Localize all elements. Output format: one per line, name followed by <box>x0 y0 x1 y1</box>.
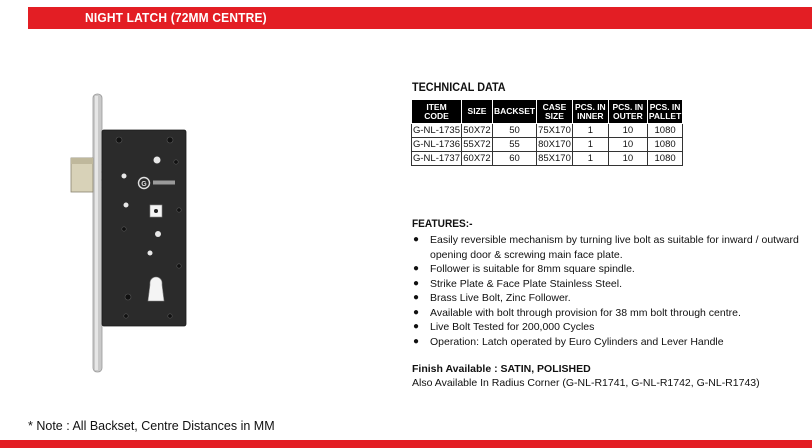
list-item: ● Operation: Latch operated by Euro Cylinders and Lever Handle <box>413 335 724 348</box>
cell-pcs-outer: 10 <box>608 138 647 152</box>
list-item: ● Easily reversible mechanism by turning live bolt as suitable for inward / outward opening door & screwing main face plate. <box>413 234 799 261</box>
cell-item-code: G-NL-1737 <box>413 153 460 164</box>
features-title: FEATURES:- <box>412 218 473 230</box>
table-row <box>412 138 683 152</box>
col-pcs-inner: PCS. IN INNER <box>572 100 608 124</box>
svg-text:G: G <box>141 181 147 188</box>
list-item: ● Brass Live Bolt, Zinc Follower. <box>413 292 571 304</box>
table-row <box>412 152 683 166</box>
col-backset: BACKSET <box>493 100 537 124</box>
cell-size: 55X72 <box>463 139 491 150</box>
cell-pcs-pallet: 1080 <box>647 124 682 138</box>
col-pcs-outer: PCS. IN OUTER <box>608 100 647 124</box>
cell-item-code: G-NL-1735 <box>413 125 460 136</box>
list-item: ● Available with bolt through provision for 38 mm bolt through centre. <box>413 306 741 319</box>
footer-bar <box>0 440 812 448</box>
radius-corner-note: Also Available In Radius Corner (G-NL-R1741, G-NL-R1742, G-NL-R1743) <box>412 377 760 389</box>
page-title: NIGHT LATCH (72MM CENTRE) <box>85 10 267 25</box>
bullet-icon: ● <box>413 306 420 318</box>
features-list <box>412 233 807 349</box>
cell-item-code: G-NL-1736 <box>413 139 460 150</box>
cell-pcs-inner: 1 <box>572 124 608 138</box>
cell-pcs-inner: 1 <box>572 152 608 166</box>
cell-pcs-pallet: 1080 <box>647 152 682 166</box>
cell-pcs-inner: 1 <box>572 138 608 152</box>
col-item-code: ITEM CODE <box>412 100 462 124</box>
col-size: SIZE <box>462 100 493 124</box>
table-header-row <box>412 100 683 124</box>
cell-backset: 50 <box>493 124 537 138</box>
bullet-icon: ● <box>413 292 420 303</box>
bullet-icon: ● <box>413 234 420 245</box>
cell-case-size: 80X170 <box>538 139 571 150</box>
col-case-size: CASE SIZE <box>537 100 573 124</box>
bullet-icon: ● <box>413 263 420 274</box>
cell-pcs-outer: 10 <box>608 124 647 138</box>
cell-case-size: 75X170 <box>538 125 571 136</box>
list-item: ● Strike Plate & Face Plate Stainless Steel. <box>413 277 623 290</box>
bullet-icon: ● <box>413 321 420 332</box>
cell-size: 60X72 <box>463 153 491 164</box>
lock-case <box>102 130 186 326</box>
list-item: ● Live Bolt Tested for 200,000 Cycles <box>413 321 595 333</box>
cell-backset: 60 <box>493 152 537 166</box>
header-banner <box>28 7 812 29</box>
finish-available: Finish Available : SATIN, POLISHED <box>412 363 591 375</box>
list-item: ● Follower is suitable for 8mm square spindle. <box>413 263 635 275</box>
cell-backset: 55 <box>493 138 537 152</box>
cell-pcs-pallet: 1080 <box>647 138 682 152</box>
col-pcs-pallet: PCS. IN PALLET <box>647 100 682 124</box>
euro-cylinder-cutout <box>148 277 164 301</box>
technical-data-title: TECHNICAL DATA <box>412 80 506 94</box>
mortise-lock-image <box>66 92 196 374</box>
footnote: * Note : All Backset, Centre Distances in MM <box>28 419 275 433</box>
table-row <box>412 124 683 138</box>
bullet-icon: ● <box>413 277 420 289</box>
cell-case-size: 85X170 <box>538 153 571 164</box>
cell-size: 50X72 <box>463 125 491 136</box>
technical-data-table <box>411 99 683 166</box>
bullet-icon: ● <box>413 335 420 347</box>
cell-pcs-outer: 10 <box>608 152 647 166</box>
